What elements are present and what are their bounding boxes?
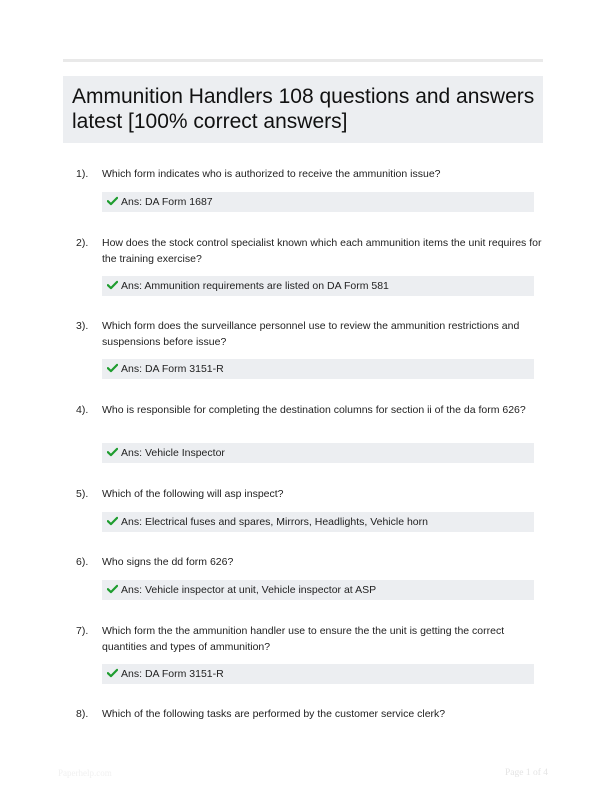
page-number: Page 1 of 4 xyxy=(504,768,548,778)
question-text: Which of the following will asp inspect? xyxy=(102,488,284,500)
answer-text: Electrical fuses and spares, Mirrors, Headlights, Vehicle horn xyxy=(144,516,428,528)
question-text: Which of the following tasks are performed by the customer service clerk? xyxy=(102,708,446,720)
question-text: Who is responsible for completing the destination columns for section ii of the da form 626? xyxy=(102,404,526,416)
document-title: Ammunition Handlers 108 questions and answers latest [100% correct answers] xyxy=(72,85,535,133)
answer-box xyxy=(102,664,534,684)
check-icon xyxy=(107,363,118,373)
check-icon xyxy=(107,584,118,594)
title-banner xyxy=(63,76,543,143)
answer-box xyxy=(102,580,534,600)
question-text: How does the stock control specialist known which each ammunition items the unit requires for the training exercise? xyxy=(102,237,542,265)
question-text: Who signs the dd form 626? xyxy=(102,556,234,568)
check-icon xyxy=(107,668,118,678)
question-number: 8). xyxy=(76,708,89,720)
answer-text: Ammunition requirements are listed on DA Form 581 xyxy=(144,280,389,292)
question-text: Which form the the ammunition handler use to ensure the the unit is getting the correct quantities and types of ammunition? xyxy=(102,625,505,653)
check-icon xyxy=(107,280,118,290)
answer-prefix: Ans: xyxy=(121,363,143,375)
question-number: 3). xyxy=(76,320,89,332)
answer-prefix: Ans: xyxy=(121,280,143,292)
answer-box xyxy=(102,359,534,379)
question-number: 6). xyxy=(76,556,89,568)
answer-text: DA Form 3151-R xyxy=(144,668,224,680)
question-text: Which form does the surveillance personnel use to review the ammunition restrictions and suspensions before issue? xyxy=(102,320,520,348)
check-icon xyxy=(107,516,118,526)
question-number: 5). xyxy=(76,488,89,500)
question-number: 2). xyxy=(76,237,89,249)
answer-prefix: Ans: xyxy=(121,668,143,680)
header-divider xyxy=(63,59,543,62)
answer-box xyxy=(102,192,534,212)
answer-text: Vehicle inspector at unit, Vehicle inspector at ASP xyxy=(144,584,377,596)
answer-box xyxy=(102,443,534,463)
question-number: 7). xyxy=(76,625,89,637)
answer-prefix: Ans: xyxy=(121,196,143,208)
question-number: 4). xyxy=(76,404,89,416)
answer-box xyxy=(102,512,534,532)
watermark-text: Paperhelp.com xyxy=(58,768,112,778)
answer-text: DA Form 3151-R xyxy=(144,363,224,375)
answer-text: Vehicle Inspector xyxy=(144,447,225,459)
check-icon xyxy=(107,447,118,457)
answer-prefix: Ans: xyxy=(121,447,143,459)
answer-prefix: Ans: xyxy=(121,584,143,596)
question-text: Which form indicates who is authorized to receive the ammunition issue? xyxy=(102,168,441,180)
answer-text: DA Form 1687 xyxy=(144,196,213,208)
check-icon xyxy=(107,196,118,206)
answer-box xyxy=(102,276,534,296)
answer-prefix: Ans: xyxy=(121,516,143,528)
question-number: 1). xyxy=(76,168,89,180)
